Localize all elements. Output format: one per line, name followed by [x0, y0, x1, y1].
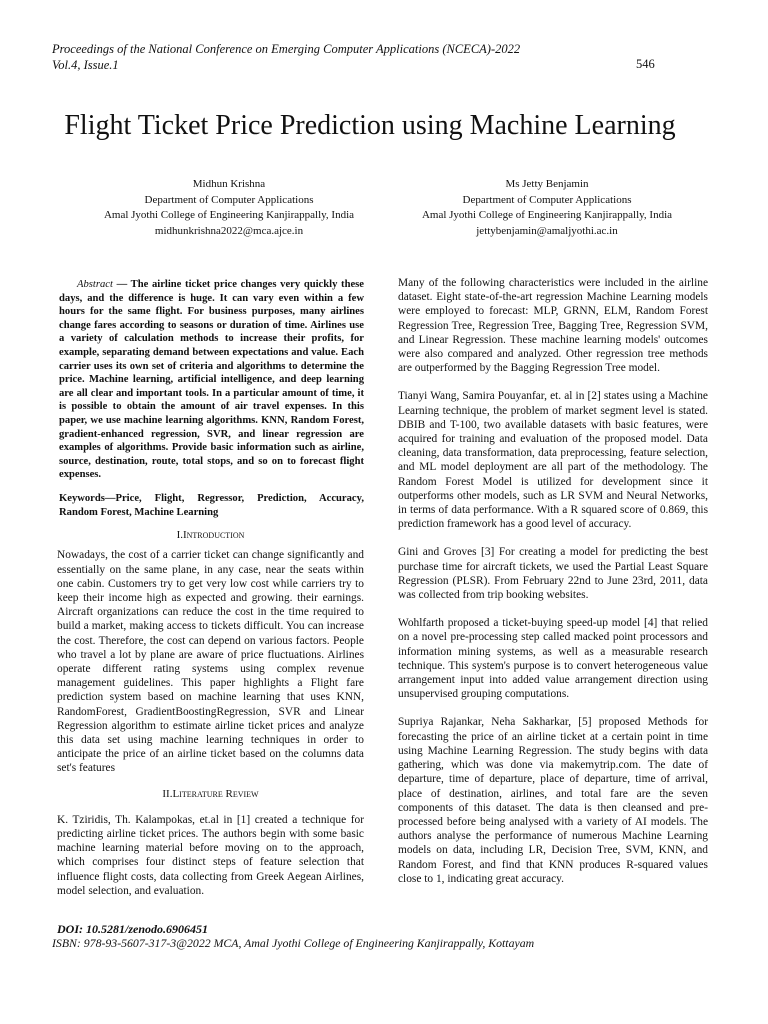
left-column: [57, 278, 364, 898]
literature-paragraph: Tianyi Wang, Samira Pouyanfar, et. al in [2] states using a Machine Learning technique, the problem of market segment level is stated. DBIB and T-100, two available datasets with basic features, were acquired for training and evaluation of the proposed model. Data cleaning, data transformation, data preprocessing, feature selection, and ML model deployment are all part of the methodology. The Random Forest Model is utilized for development since it outperforms other models, such as LR SVM and Neural Networks, in terms of data performance. With a R squared score of 0.869, this prediction framework has a good level of accuracy.: [398, 390, 708, 531]
abstract-label: Abstract: [77, 279, 113, 290]
abstract-text: — The airline ticket price changes very quickly these days, and the difference is huge. It can vary even within a few hours for the same flight. For business purposes, many airlines change fares according to seasons or duration of time. Airlines use a variety of calculation methods to increase their profits, for example, separating demand between expectations and value. Each carrier uses its own set of criteria and algorithms to determine the price. Machine learning, artificial intelligence, and deep learning are all clear and important tools. In a particular amount of time, it is possible to obtain the amount of air travel expenses. In this paper, we use machine learning algorithms. KNN, Random Forest, gradient-enhanced regression, SVR, and linear regression are examples of algorithms. Provide basic information such as airline, source, destination, route, total stops, and so on to forecast flight expenses.: [59, 279, 364, 481]
literature-paragraph: Supriya Rajankar, Neha Sakharkar, [5] proposed Methods for forecasting the price of an airline ticket at a certain point in time using Machine Learning Regression. The study begins with data gathering, which was done via makemytrip.com. The date of departure, time of departure, place of departure, time of arrival, place of destination, airlines, and total fare are the seven components of this dataset. The data is then cleansed and pre-processed before being analysed with a variety of AI models. The authors analyse the performance of numerous Machine Learning models on data, including LR, Decision Tree, SVM, KNN, and Random Forest, and find that KNN produces R-squared values close to 1, indicating great accuracy.: [398, 716, 708, 885]
page-number: 546: [636, 57, 655, 71]
author-affiliation: Amal Jyothi College of Engineering Kanjirappally, India: [103, 209, 355, 221]
proceedings-header: Proceedings of the National Conference on Emerging Computer Applications (NCECA)-2022: [52, 42, 521, 56]
right-column: [398, 276, 708, 900]
literature-paragraph: Gini and Groves [3] For creating a model for predicting the best purchase time for aircraft tickets, we used the Partial Least Square Regression (PLSR). From February 22nd to June 23rd, 2011, data was collected from trip booking websites.: [398, 546, 708, 602]
author-block-1: [64, 177, 394, 239]
author-email: midhunkrishna2022@mca.ajce.in: [154, 224, 304, 237]
keywords: Keywords—Price, Flight, Regressor, Prediction, Accuracy, Random Forest, Machine Learning: [59, 492, 364, 518]
author-name: Ms Jetty Benjamin: [505, 178, 589, 190]
literature-review-heading: II.Literature Review: [162, 787, 259, 800]
author-department: Department of Computer Applications: [462, 193, 632, 206]
author-department: Department of Computer Applications: [144, 193, 314, 206]
literature-paragraph: Wohlfarth proposed a ticket-buying speed-up model [4] that relied on a novel pre-processing step called macked point processors and information mining systems, as well as a measurable research technique. This system's purpose is to convert heterogeneous value arrangement input into added value arrangement direction using unsupervised grouping computations.: [398, 617, 708, 701]
introduction-heading: I.Introduction: [176, 529, 245, 542]
literature-paragraph: K. Tziridis, Th. Kalampokas, et.al in [1] created a technique for predicting airline ticket prices. The authors begin with some basic machine learning material before moving on to the approach, which comprises four distinct steps of feature selection that influence flight costs, data collecting from Greek Aegean Airlines, model selection, and evaluation.: [57, 813, 364, 897]
paper-title: Flight Ticket Price Prediction using Machine Learning: [64, 110, 676, 141]
volume-issue: Vol.4, Issue.1: [52, 58, 119, 72]
author-name: Midhun Krishna: [192, 178, 266, 190]
author-block-2: [402, 177, 692, 239]
author-email: jettybenjamin@amaljyothi.ac.in: [476, 224, 618, 237]
author-affiliation: Amal Jyothi College of Engineering Kanjirappally, India: [421, 209, 673, 221]
isbn-footer: ISBN: 978-93-5607-317-3@2022 MCA, Amal Jyothi College of Engineering Kanjirappally, Kottayam: [52, 936, 535, 950]
doi-footer: DOI: 10.5281/zenodo.6906451: [57, 922, 209, 936]
abstract: [57, 278, 364, 482]
literature-paragraph: Many of the following characteristics were included in the airline dataset. Eight state-of-the-art regression Machine Learning models were employed to forecast: MLP, GRNN, ELM, Random Forest Regression Tree, Regression Tree, Bagging Tree, Regression SVM, and Linear Regression. These machine learning models' outcomes were also compared and analyzed. Other regression tree methods are outperformed by the Bagging Regression Tree model.: [398, 277, 708, 375]
introduction-paragraph: Nowadays, the cost of a carrier ticket can change significantly and essentially on the same plane, in any case, near the seats within one cabin. Customers try to get very low cost while carriers try to keep their income high as expected and growing. their earnings. Aircraft organizations can reduce the cost in the time required to build a market, making access to tickets difficult. You can increase the cost. Therefore, the cost can depend on various factors. People who travel a lot by plane are aware of price fluctuations. Airlines operate different rating systems using complex revenue management guidelines. This paper highlights a Flight fare prediction system based on machine learning that uses KNN, RandomForest, GradientBoostingRegression, SVR and Linear Regression algorithm to estimate airline ticket prices and analyze this data set using machine learning techniques in order to anticipate the price of an airline ticket based on the columns data set's features: [57, 549, 364, 775]
